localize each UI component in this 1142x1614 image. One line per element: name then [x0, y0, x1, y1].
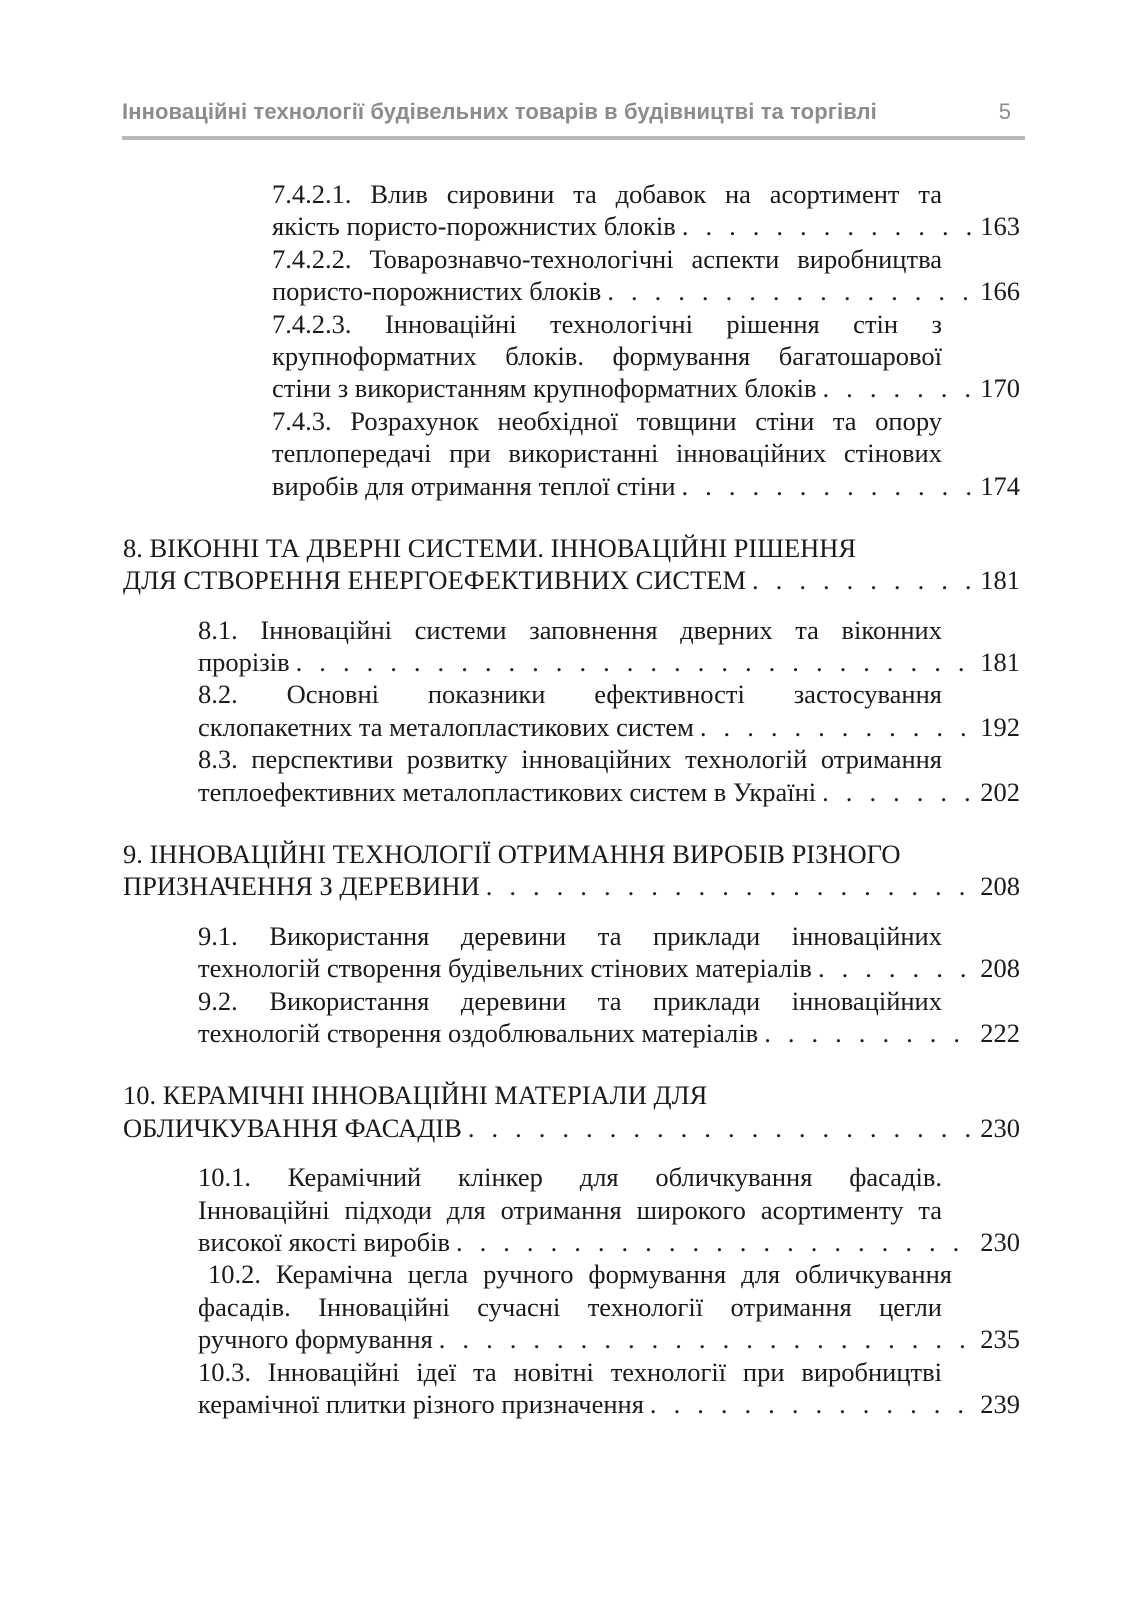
toc-entry-line: виробів для отримання теплої стіни [272, 470, 676, 501]
dot-leader [818, 952, 976, 984]
toc-page-number: 170 [980, 373, 1020, 404]
page-number: 5 [998, 99, 1011, 124]
toc-entry-line: 7.4.3. Розрахунок необхідної товщини стіни та опору [272, 405, 942, 436]
toc-page-number: 174 [980, 470, 1020, 501]
toc-entry-last-line [198, 1323, 1020, 1355]
toc-entry-line: 7.4.2.2. Товарознавчо-технологічні аспекти виробництва [272, 243, 942, 274]
toc-chapter-entry[interactable] [123, 838, 1020, 903]
dot-leader [456, 1226, 976, 1258]
toc-entry-line: технологій створення оздоблювальних матеріалів [198, 1017, 759, 1048]
dot-leader [439, 1323, 976, 1355]
toc-entry-line: стіни з використанням крупноформатних блоків [272, 373, 817, 404]
toc-subsection-entry[interactable] [198, 1356, 1020, 1421]
toc-page-number: 163 [980, 211, 1020, 242]
toc-entry-line: фасадів. Інноваційні сучасні технології отримання цегли [198, 1291, 942, 1322]
dot-leader [752, 564, 976, 596]
toc-entry-line: технологій створення будівельних стінових матеріалів [198, 953, 812, 984]
toc-entry-last-line [272, 372, 1020, 404]
toc-page-number: 235 [980, 1324, 1020, 1355]
toc-entry-line: ПРИЗНАЧЕННЯ З ДЕРЕВИНИ [123, 871, 480, 902]
toc-entry-last-line [198, 776, 1020, 808]
toc-page-number: 208 [980, 953, 1020, 984]
section-spacer [0, 903, 1142, 920]
section-spacer [0, 1144, 1142, 1161]
running-title: Інноваційні технології будівельних товарів в будівництві та торгівлі [122, 99, 877, 124]
toc-entry-line: 9. ІННОВАЦІЙНІ ТЕХНОЛОГІЇ ОТРИМАННЯ ВИРОБІВ РІЗНОГО [123, 839, 901, 870]
section-spacer [0, 1049, 1142, 1079]
dot-leader [296, 646, 977, 678]
toc-page-number: 222 [980, 1017, 1020, 1048]
toc-subsection-entry[interactable] [198, 920, 1020, 985]
toc-entry-last-line [272, 275, 1020, 307]
toc-page-number: 202 [980, 776, 1020, 807]
toc-entry-last-line [198, 711, 1020, 743]
toc-entry-line: якість пористо-порожнистих блоків [272, 211, 676, 242]
toc-subsection-entry[interactable] [272, 405, 1020, 502]
toc-entry-line: 10. КЕРАМІЧНІ ІННОВАЦІЙНІ МАТЕРІАЛИ ДЛЯ [123, 1080, 708, 1111]
dot-leader [764, 1017, 976, 1049]
toc-entry-line: 7.4.2.1. Влив сировини та добавок на асортимент та [272, 179, 942, 209]
toc-entry-last-line [198, 952, 1020, 984]
dot-leader [682, 210, 976, 242]
toc-entry-last-line [272, 210, 1020, 242]
toc-subsection-entry[interactable] [272, 308, 1020, 405]
running-header [122, 96, 1025, 140]
toc-entry-line: 10.3. Інноваційні ідеї та новітні технології при виробництві [198, 1356, 942, 1387]
toc-entry-line: 8.2. Основні показники ефективності застосування [198, 679, 942, 710]
toc-page-number: 230 [980, 1226, 1020, 1257]
dot-leader [650, 1388, 976, 1420]
toc-entry-last-line [198, 1226, 1020, 1258]
toc-entry-line: пористо-порожнистих блоків [272, 276, 602, 307]
toc-entry-line: високої якості виробів [198, 1226, 450, 1257]
toc-entry-line: 10.1. Керамічний клінкер для обличкування фасадів. [198, 1162, 942, 1193]
toc-page-number: 239 [980, 1388, 1020, 1419]
dot-leader [700, 711, 976, 743]
toc-page-number: 192 [980, 711, 1020, 742]
toc-entry-last-line [198, 646, 1020, 678]
toc-entry-line: 9.2. Використання деревини та приклади інноваційних [198, 985, 942, 1016]
section-spacer [0, 597, 1142, 614]
toc-entry-line: склопакетних та металопластикових систем [198, 711, 694, 742]
dot-leader [682, 470, 977, 502]
toc-chapter-entry[interactable] [123, 1079, 1020, 1144]
toc-entry-last-line [198, 1017, 1020, 1049]
dot-leader [468, 1112, 976, 1144]
toc-page-number: 230 [980, 1112, 1020, 1143]
toc-subsection-entry[interactable] [272, 178, 1020, 243]
toc-entry-last-line [272, 470, 1020, 502]
dot-leader [822, 776, 976, 808]
toc-entry-line: 8.1. Інноваційні системи заповнення дверних та віконних [198, 614, 942, 645]
toc-entry-last-line [198, 1388, 1020, 1420]
toc-page-number: 166 [980, 276, 1020, 307]
toc-subsection-entry[interactable] [198, 614, 1020, 679]
toc-page-number: 208 [980, 871, 1020, 902]
toc-entry-line: ручного формування [198, 1324, 433, 1355]
toc-entry-last-line [123, 564, 1020, 596]
toc-subsection-entry[interactable] [272, 243, 1020, 308]
toc-entry-line: теплоефективних металопластикових систем в Україні [198, 776, 817, 807]
toc-entry-line: теплопередачі при використанні інноваційних стінових [272, 438, 942, 469]
section-spacer [0, 808, 1142, 838]
toc-entry-line: ДЛЯ СТВОРЕННЯ ЕНЕРГОЕФЕКТИВНИХ СИСТЕМ [123, 565, 747, 596]
toc-entry-line: 10.2. Керамічна цегла ручного формування для обличкування [208, 1259, 952, 1290]
toc-entry-line: керамічної плитки різного призначення [198, 1388, 644, 1419]
table-of-contents [0, 178, 1142, 1420]
toc-entry-last-line [123, 870, 1020, 902]
toc-entry-line: прорізів [198, 647, 290, 678]
toc-subsection-entry[interactable] [198, 678, 1020, 743]
toc-entry-line: 7.4.2.3. Інноваційні технологічні рішення стін з [272, 308, 942, 339]
toc-entry-last-line [123, 1112, 1020, 1144]
toc-page-number: 181 [980, 565, 1020, 596]
section-spacer [0, 502, 1142, 532]
toc-subsection-entry[interactable] [198, 1161, 1020, 1258]
toc-subsection-entry[interactable] [198, 985, 1020, 1050]
toc-subsection-entry[interactable] [198, 1258, 1020, 1355]
toc-entry-line: 8. ВІКОННІ ТА ДВЕРНІ СИСТЕМИ. ІННОВАЦІЙНІ РІШЕННЯ [123, 532, 857, 563]
dot-leader [823, 372, 977, 404]
dot-leader [607, 275, 976, 307]
toc-entry-line: крупноформатних блоків. формування багатошарової [272, 340, 942, 371]
toc-subsection-entry[interactable] [198, 743, 1020, 808]
toc-entry-line: 9.1. Використання деревини та приклади інноваційних [198, 920, 942, 951]
toc-page-number: 181 [980, 647, 1020, 678]
toc-entry-line: ОБЛИЧКУВАННЯ ФАСАДІВ [123, 1112, 462, 1143]
dot-leader [486, 870, 977, 902]
toc-chapter-entry[interactable] [123, 532, 1020, 597]
toc-entry-line: Інноваційні підходи для отримання широкого асортименту та [198, 1194, 942, 1225]
toc-entry-line: 8.3. перспективи розвитку інноваційних технологій отримання [198, 744, 942, 775]
